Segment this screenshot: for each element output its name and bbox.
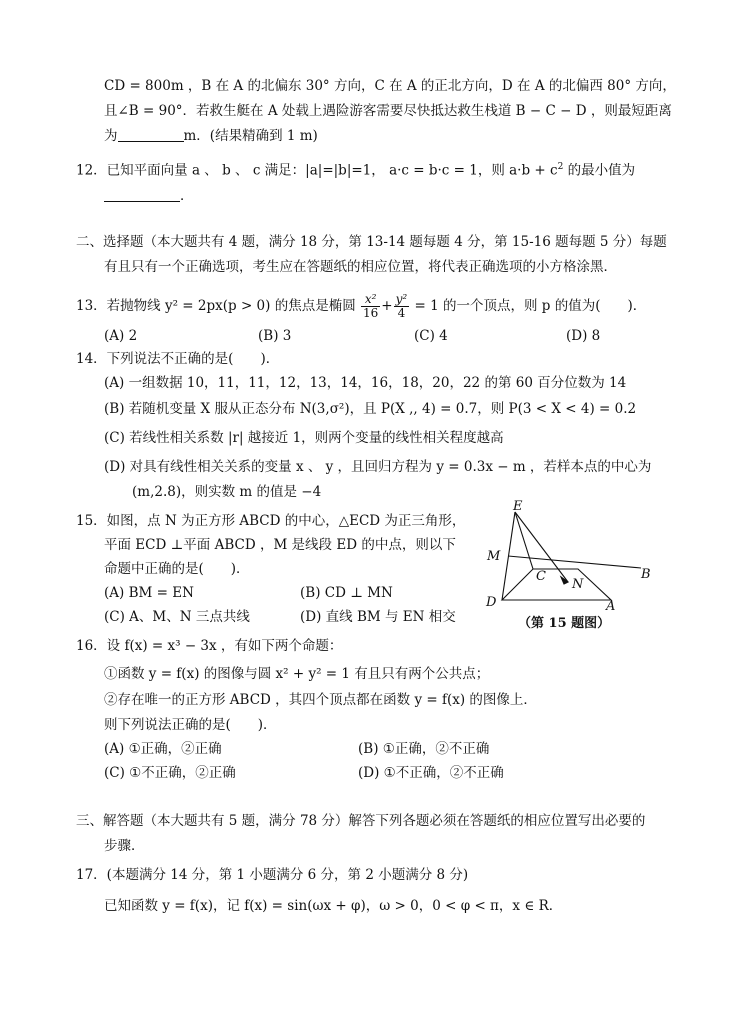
q15-stem-line-1: 15．如图，点 N 为正方形 ABCD 的中心，△ECD 为正三角形， <box>76 513 466 529</box>
q15-option-b[interactable]: (B) CD ⊥ MN <box>300 585 393 601</box>
q15-option-c[interactable]: (C) A、M、N 三点共线 <box>104 609 250 625</box>
q12-text-end: 的最小值为 <box>563 162 636 179</box>
section-3-header-line-2: 步骤． <box>104 838 145 854</box>
q14-option-d-line-1[interactable]: (D) 对具有线性相关关系的变量 x 、 y ，且回归方程为 y = 0.3x − m ，若样本点的中心为 <box>104 459 652 475</box>
label-d: D <box>486 595 497 610</box>
figure-caption: （第 15 题图） <box>518 616 611 631</box>
q16-proposition-1: ①函数 y = f(x) 的图像与圆 x² + y² = 1 有且只有两个公共点； <box>104 666 490 682</box>
q14-option-c[interactable]: (C) 若线性相关系数 |r| 越接近 1，则两个变量的线性相关程度越高 <box>104 430 504 446</box>
q17-stem: 已知函数 y = f(x)，记 f(x) = sin(ωx + φ)，ω > 0，0 < φ < π，x ∈ R． <box>104 898 563 914</box>
label-c: C <box>536 569 546 584</box>
q13-fraction-y: $\frac{\text{y²}}{4}$ <box>395 292 408 320</box>
section-2-header-line-1: 二、选择题（本大题共有 4 题，满分 18 分，第 13-14 题每题 4 分，第 15-16 题每题 5 分）每题 <box>76 234 667 250</box>
section-2-header-line-2: 有且只有一个正确选项，考生应在答题纸的相应位置，将代表正确选项的小方格涂黑． <box>104 259 617 275</box>
square-base-abcd <box>502 569 611 600</box>
q11-line-1: CD = 800m ，B 在 A 的北偏东 30° 方向，C 在 A 的正北方向，D 在 A 的北偏西 80° 方向， <box>104 78 676 94</box>
q12-line-1 <box>76 157 635 181</box>
q16-option-b[interactable]: (B) ①正确，②不正确 <box>358 741 490 757</box>
q14-option-a[interactable]: (A) 一组数据 10，11，11，12，13，14，16，18，20，22 的第 60 百分位数为 14 <box>104 375 627 391</box>
q16-option-a[interactable]: (A) ①正确，②正确 <box>104 741 222 757</box>
q16-option-c[interactable]: (C) ①不正确，②正确 <box>104 765 236 781</box>
q11-answer-prefix: 为 <box>104 128 118 144</box>
q13-option-d[interactable]: (D) 8 <box>566 328 601 344</box>
q13-stem <box>76 292 646 320</box>
q16-stem: 16．设 f(x) = x³ − 3x ，有如下两个命题： <box>76 638 343 654</box>
q11-line-3 <box>104 126 318 146</box>
q12-superscript: 2 <box>557 162 564 172</box>
pyramid-figure <box>478 500 678 630</box>
q16-option-d[interactable]: (D) ①不正确，②不正确 <box>358 765 504 781</box>
q15-option-a[interactable]: (A) BM = EN <box>104 585 194 601</box>
q14-stem: 14．下列说法不正确的是( )． <box>76 351 280 367</box>
section-3-header-line-1: 三、解答题（本大题共有 5 题，满分 78 分）解答下列各题必须在答题纸的相应位置写出必要的 <box>76 813 646 829</box>
label-a: A <box>606 599 616 614</box>
q11-answer-suffix: m．(结果精确到 1 m) <box>183 128 318 144</box>
q13-plus: + <box>381 298 393 314</box>
q13-text: 13．若抛物线 y² = 2px(p > 0) 的焦点是椭圆 <box>76 298 356 314</box>
q11-answer-blank[interactable] <box>118 127 184 142</box>
q16-question: 则下列说法正确的是( )． <box>104 717 277 733</box>
q17-header: 17．(本题满分 14 分，第 1 小题满分 6 分，第 2 小题满分 8 分) <box>76 867 469 883</box>
q13-fraction-x: $\frac{\text{x²}}{16}$ <box>363 292 379 320</box>
q13-text-end: = 1 的一个顶点，则 p 的值为( )． <box>414 298 647 314</box>
q15-option-d[interactable]: (D) 直线 BM 与 EN 相交 <box>300 609 456 625</box>
label-b: B <box>641 567 651 582</box>
q12-text: 12．已知平面向量 a 、 b 、 c 满足：|a|=|b|=1， a·c = b·c = 1，则 a·b + c <box>76 162 558 179</box>
q12-period: ． <box>180 188 194 204</box>
label-n: N <box>572 577 584 592</box>
q14-option-b[interactable]: (B) 若随机变量 X 服从正态分布 N(3,σ²)，且 P(X ,, 4) = 0.7，则 P(3 < X < 4) = 0.2 <box>104 401 637 417</box>
label-e: E <box>513 500 523 514</box>
q12-answer-blank[interactable] <box>104 187 180 202</box>
q15-stem-line-2: 平面 ECD ⊥平面 ABCD ，M 是线段 ED 的中点，则以下 <box>104 537 456 553</box>
q16-proposition-2: ②存在唯一的正方形 ABCD ，其四个顶点都在函数 y = f(x) 的图像上． <box>104 692 537 708</box>
label-m: M <box>487 549 501 564</box>
q11-line-2: 且∠B = 90°．若救生艇在 A 处载上遇险游客需要尽快抵达救生栈道 B − C − D ，则最短距离 <box>104 103 672 119</box>
q13-option-c[interactable]: (C) 4 <box>414 328 448 344</box>
q13-option-a[interactable]: (A) 2 <box>104 328 138 344</box>
edge-ec <box>515 512 533 569</box>
q12-line-2 <box>104 186 194 206</box>
segment-bm <box>508 556 641 568</box>
q13-option-b[interactable]: (B) 3 <box>258 328 292 344</box>
q15-stem-line-3: 命题中正确的是( )． <box>104 561 250 577</box>
q14-option-d-line-2: (m,2.8)，则实数 m 的值是 −4 <box>132 484 322 500</box>
